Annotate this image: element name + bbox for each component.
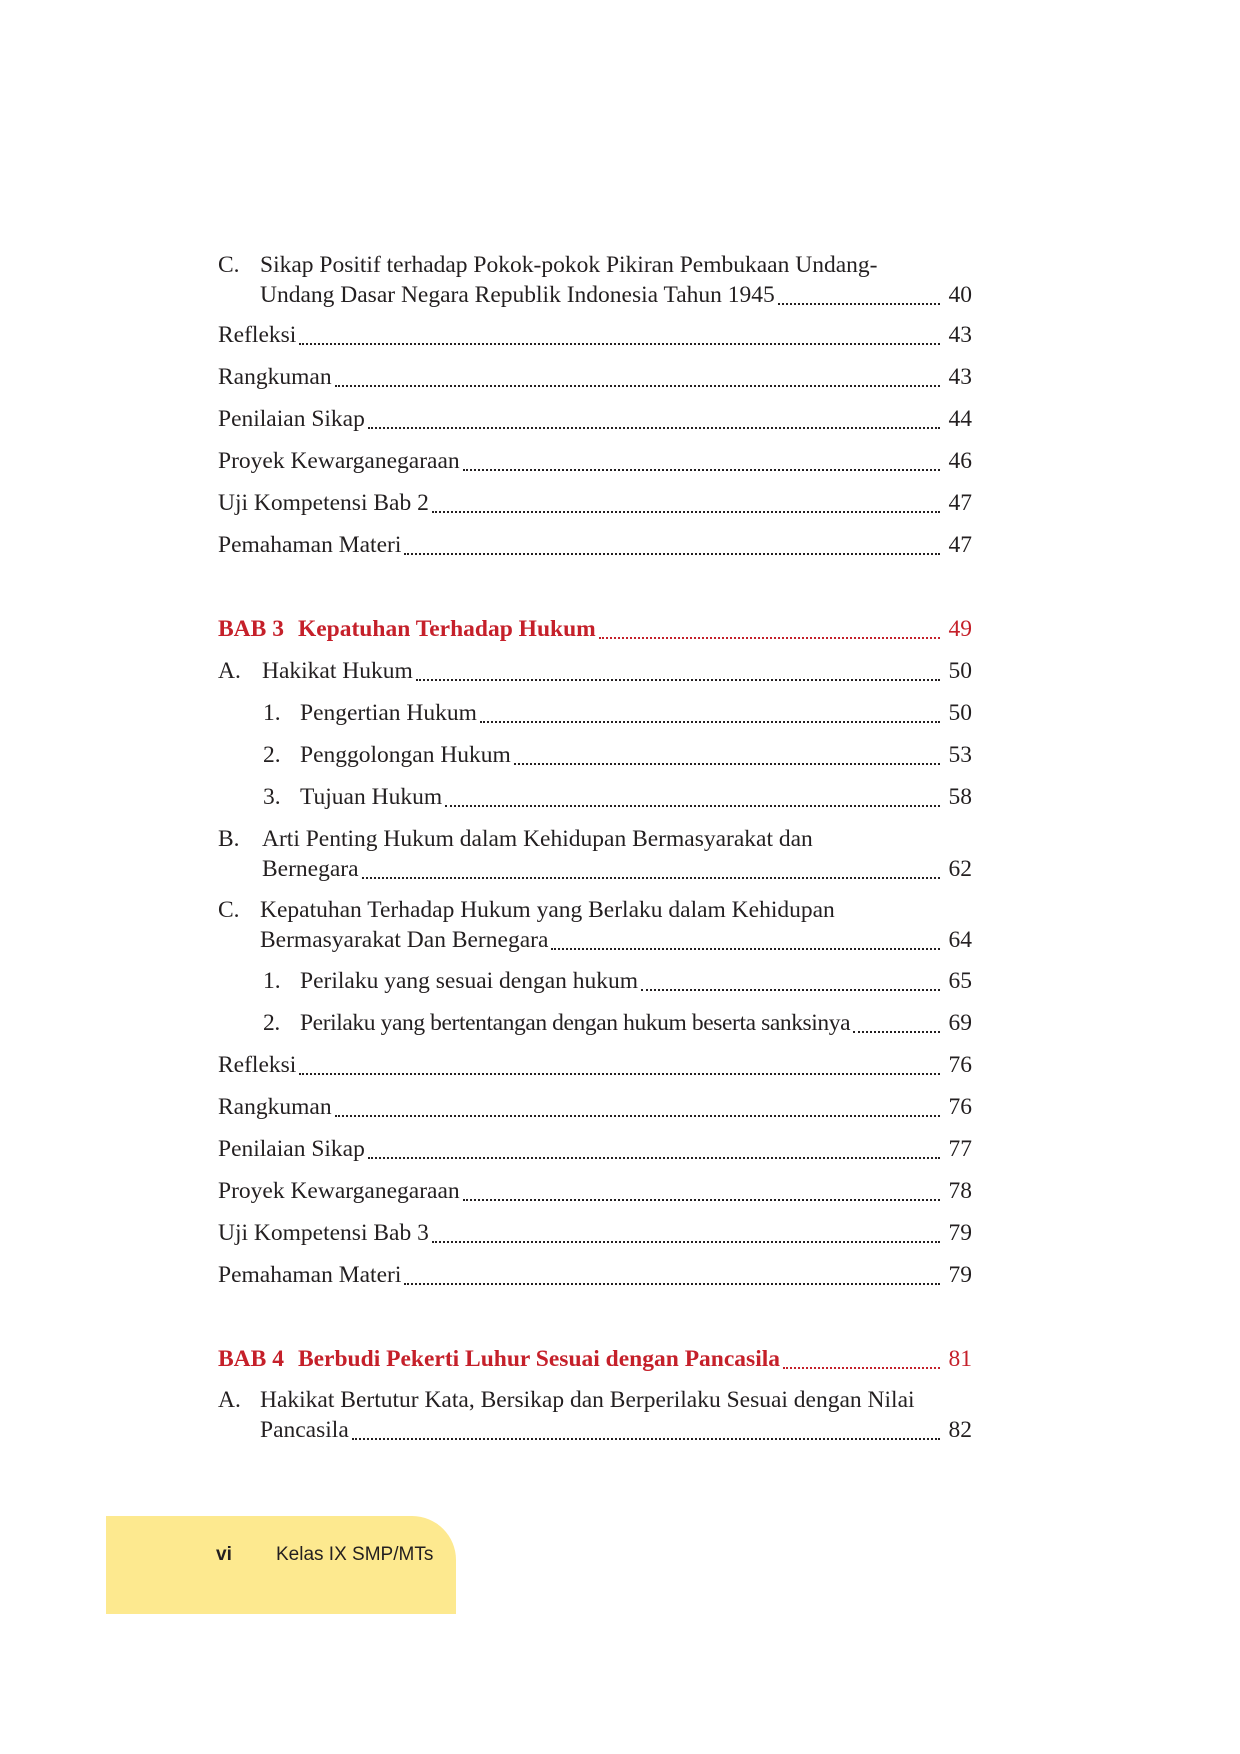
dot-leader bbox=[783, 1367, 940, 1369]
entry-marker: C. bbox=[218, 897, 240, 923]
dot-leader bbox=[368, 427, 940, 429]
page-number: 53 bbox=[948, 742, 972, 768]
page-number: 49 bbox=[948, 616, 972, 642]
entry-title: Tujuan Hukum bbox=[300, 784, 443, 810]
toc-entry[interactable] bbox=[218, 966, 972, 996]
page-number: 47 bbox=[948, 490, 972, 516]
dot-leader bbox=[641, 989, 940, 991]
dot-leader bbox=[432, 511, 940, 513]
entry-marker: A. bbox=[218, 1387, 241, 1413]
entry-title: Rangkuman bbox=[218, 1094, 332, 1120]
dot-leader bbox=[299, 343, 940, 345]
toc-entry[interactable] bbox=[218, 656, 972, 686]
toc-entry[interactable] bbox=[218, 250, 972, 310]
entry-title: Pengertian Hukum bbox=[300, 700, 477, 726]
page-number: 40 bbox=[948, 282, 972, 308]
dot-leader bbox=[335, 385, 940, 387]
dot-leader bbox=[362, 877, 940, 879]
toc-entry[interactable] bbox=[218, 698, 972, 728]
entry-marker: 2. bbox=[263, 742, 281, 768]
toc-chapter-heading[interactable] bbox=[218, 614, 972, 644]
chapter-title: Kepatuhan Terhadap Hukum bbox=[297, 616, 596, 642]
page-number: 65 bbox=[948, 968, 972, 994]
page-number: 76 bbox=[948, 1052, 972, 1078]
page-number: 78 bbox=[948, 1178, 972, 1204]
entry-title-line1: Kepatuhan Terhadap Hukum yang Berlaku dalam Kehidupan bbox=[260, 897, 835, 923]
dot-leader bbox=[463, 1199, 940, 1201]
dot-leader bbox=[404, 553, 940, 555]
page-number: 47 bbox=[948, 532, 972, 558]
toc-entry[interactable] bbox=[218, 1092, 972, 1122]
toc-entry[interactable] bbox=[218, 362, 972, 392]
entry-marker: B. bbox=[218, 826, 240, 852]
entry-title: Uji Kompetensi Bab 2 bbox=[218, 490, 429, 516]
page-number: 69 bbox=[948, 1010, 972, 1036]
toc-entry[interactable] bbox=[218, 488, 972, 518]
dot-leader bbox=[853, 1031, 940, 1033]
chapter-title: Berbudi Pekerti Luhur Sesuai dengan Pancasila bbox=[297, 1346, 781, 1372]
entry-title: Hakikat Hukum bbox=[262, 658, 413, 684]
page-number: 79 bbox=[948, 1262, 972, 1288]
entry-title-line1: Sikap Positif terhadap Pokok-pokok Pikiran Pembukaan Undang- bbox=[260, 252, 878, 278]
entry-marker: A. bbox=[218, 658, 241, 684]
entry-title: Pemahaman Materi bbox=[218, 532, 402, 558]
toc-entry[interactable] bbox=[218, 895, 972, 955]
dot-leader bbox=[299, 1073, 940, 1075]
entry-title: Perilaku yang sesuai dengan hukum bbox=[300, 968, 639, 994]
entry-marker: 3. bbox=[263, 784, 281, 810]
entry-title: Proyek Kewarganegaraan bbox=[218, 448, 460, 474]
entry-title: Proyek Kewarganegaraan bbox=[218, 1178, 460, 1204]
toc-entry[interactable] bbox=[218, 320, 972, 350]
dot-leader bbox=[404, 1283, 940, 1285]
chapter-number: BAB 3 bbox=[218, 616, 284, 642]
entry-title: Pancasila bbox=[260, 1417, 349, 1443]
page-number: 62 bbox=[948, 856, 972, 882]
entry-title: Undang Dasar Negara Republik Indonesia Tahun 1945 bbox=[260, 282, 775, 308]
footer-tab bbox=[106, 1516, 456, 1614]
page-number: 76 bbox=[948, 1094, 972, 1120]
toc-entry[interactable] bbox=[218, 782, 972, 812]
page-number: 43 bbox=[948, 364, 972, 390]
entry-marker: 1. bbox=[263, 700, 281, 726]
toc-entry[interactable] bbox=[218, 1176, 972, 1206]
footer-book-title: Kelas IX SMP/MTs bbox=[276, 1544, 434, 1565]
toc-entry[interactable] bbox=[218, 824, 972, 884]
entry-title-line1: Hakikat Bertutur Kata, Bersikap dan Berperilaku Sesuai dengan Nilai bbox=[260, 1387, 915, 1413]
page-number: 50 bbox=[948, 700, 972, 726]
page-number: 50 bbox=[948, 658, 972, 684]
toc-entry[interactable] bbox=[218, 530, 972, 560]
toc-entry[interactable] bbox=[218, 1008, 972, 1038]
page-number: 44 bbox=[948, 406, 972, 432]
page-number: 77 bbox=[948, 1136, 972, 1162]
page-number: 64 bbox=[948, 927, 972, 953]
page-number: 46 bbox=[948, 448, 972, 474]
entry-marker: 1. bbox=[263, 968, 281, 994]
page-number: 81 bbox=[948, 1346, 972, 1372]
entry-title: Bernegara bbox=[262, 856, 359, 882]
dot-leader bbox=[480, 721, 940, 723]
entry-marker: 2. bbox=[263, 1010, 280, 1036]
entry-marker: C. bbox=[218, 252, 240, 278]
dot-leader bbox=[778, 303, 940, 305]
entry-title: Pemahaman Materi bbox=[218, 1262, 402, 1288]
entry-title: Refleksi bbox=[218, 322, 297, 348]
entry-title: Bermasyarakat Dan Bernegara bbox=[260, 927, 549, 953]
dot-leader bbox=[551, 948, 940, 950]
entry-title: Penilaian Sikap bbox=[218, 1136, 365, 1162]
page-number: 79 bbox=[948, 1220, 972, 1246]
toc-chapter-heading[interactable] bbox=[218, 1344, 972, 1374]
toc-entry[interactable] bbox=[218, 1218, 972, 1248]
entry-title: Penggolongan Hukum bbox=[300, 742, 511, 768]
entry-title: Penilaian Sikap bbox=[218, 406, 365, 432]
dot-leader bbox=[335, 1115, 940, 1117]
toc-entry[interactable] bbox=[218, 1134, 972, 1164]
dot-leader bbox=[432, 1241, 940, 1243]
toc-entry[interactable] bbox=[218, 740, 972, 770]
page-number: 82 bbox=[948, 1417, 972, 1443]
entry-title: Perilaku yang bertentangan dengan hukum beserta sanksinya bbox=[300, 1010, 851, 1036]
dot-leader bbox=[463, 469, 940, 471]
dot-leader bbox=[514, 763, 940, 765]
entry-title-line1: Arti Penting Hukum dalam Kehidupan Bermasyarakat dan bbox=[262, 826, 813, 852]
toc-entry[interactable] bbox=[218, 404, 972, 434]
entry-title: Uji Kompetensi Bab 3 bbox=[218, 1220, 429, 1246]
dot-leader bbox=[599, 637, 940, 639]
dot-leader bbox=[368, 1157, 940, 1159]
toc-entry[interactable] bbox=[218, 1385, 972, 1445]
toc-entry[interactable] bbox=[218, 1050, 972, 1080]
dot-leader bbox=[445, 805, 940, 807]
chapter-number: BAB 4 bbox=[218, 1346, 284, 1372]
footer-page-number: vi bbox=[216, 1544, 232, 1565]
entry-title: Refleksi bbox=[218, 1052, 297, 1078]
toc-entry[interactable] bbox=[218, 446, 972, 476]
toc-entry[interactable] bbox=[218, 1260, 972, 1290]
dot-leader bbox=[352, 1438, 940, 1440]
dot-leader bbox=[416, 679, 940, 681]
entry-title: Rangkuman bbox=[218, 364, 332, 390]
page-number: 58 bbox=[948, 784, 972, 810]
page-number: 43 bbox=[948, 322, 972, 348]
